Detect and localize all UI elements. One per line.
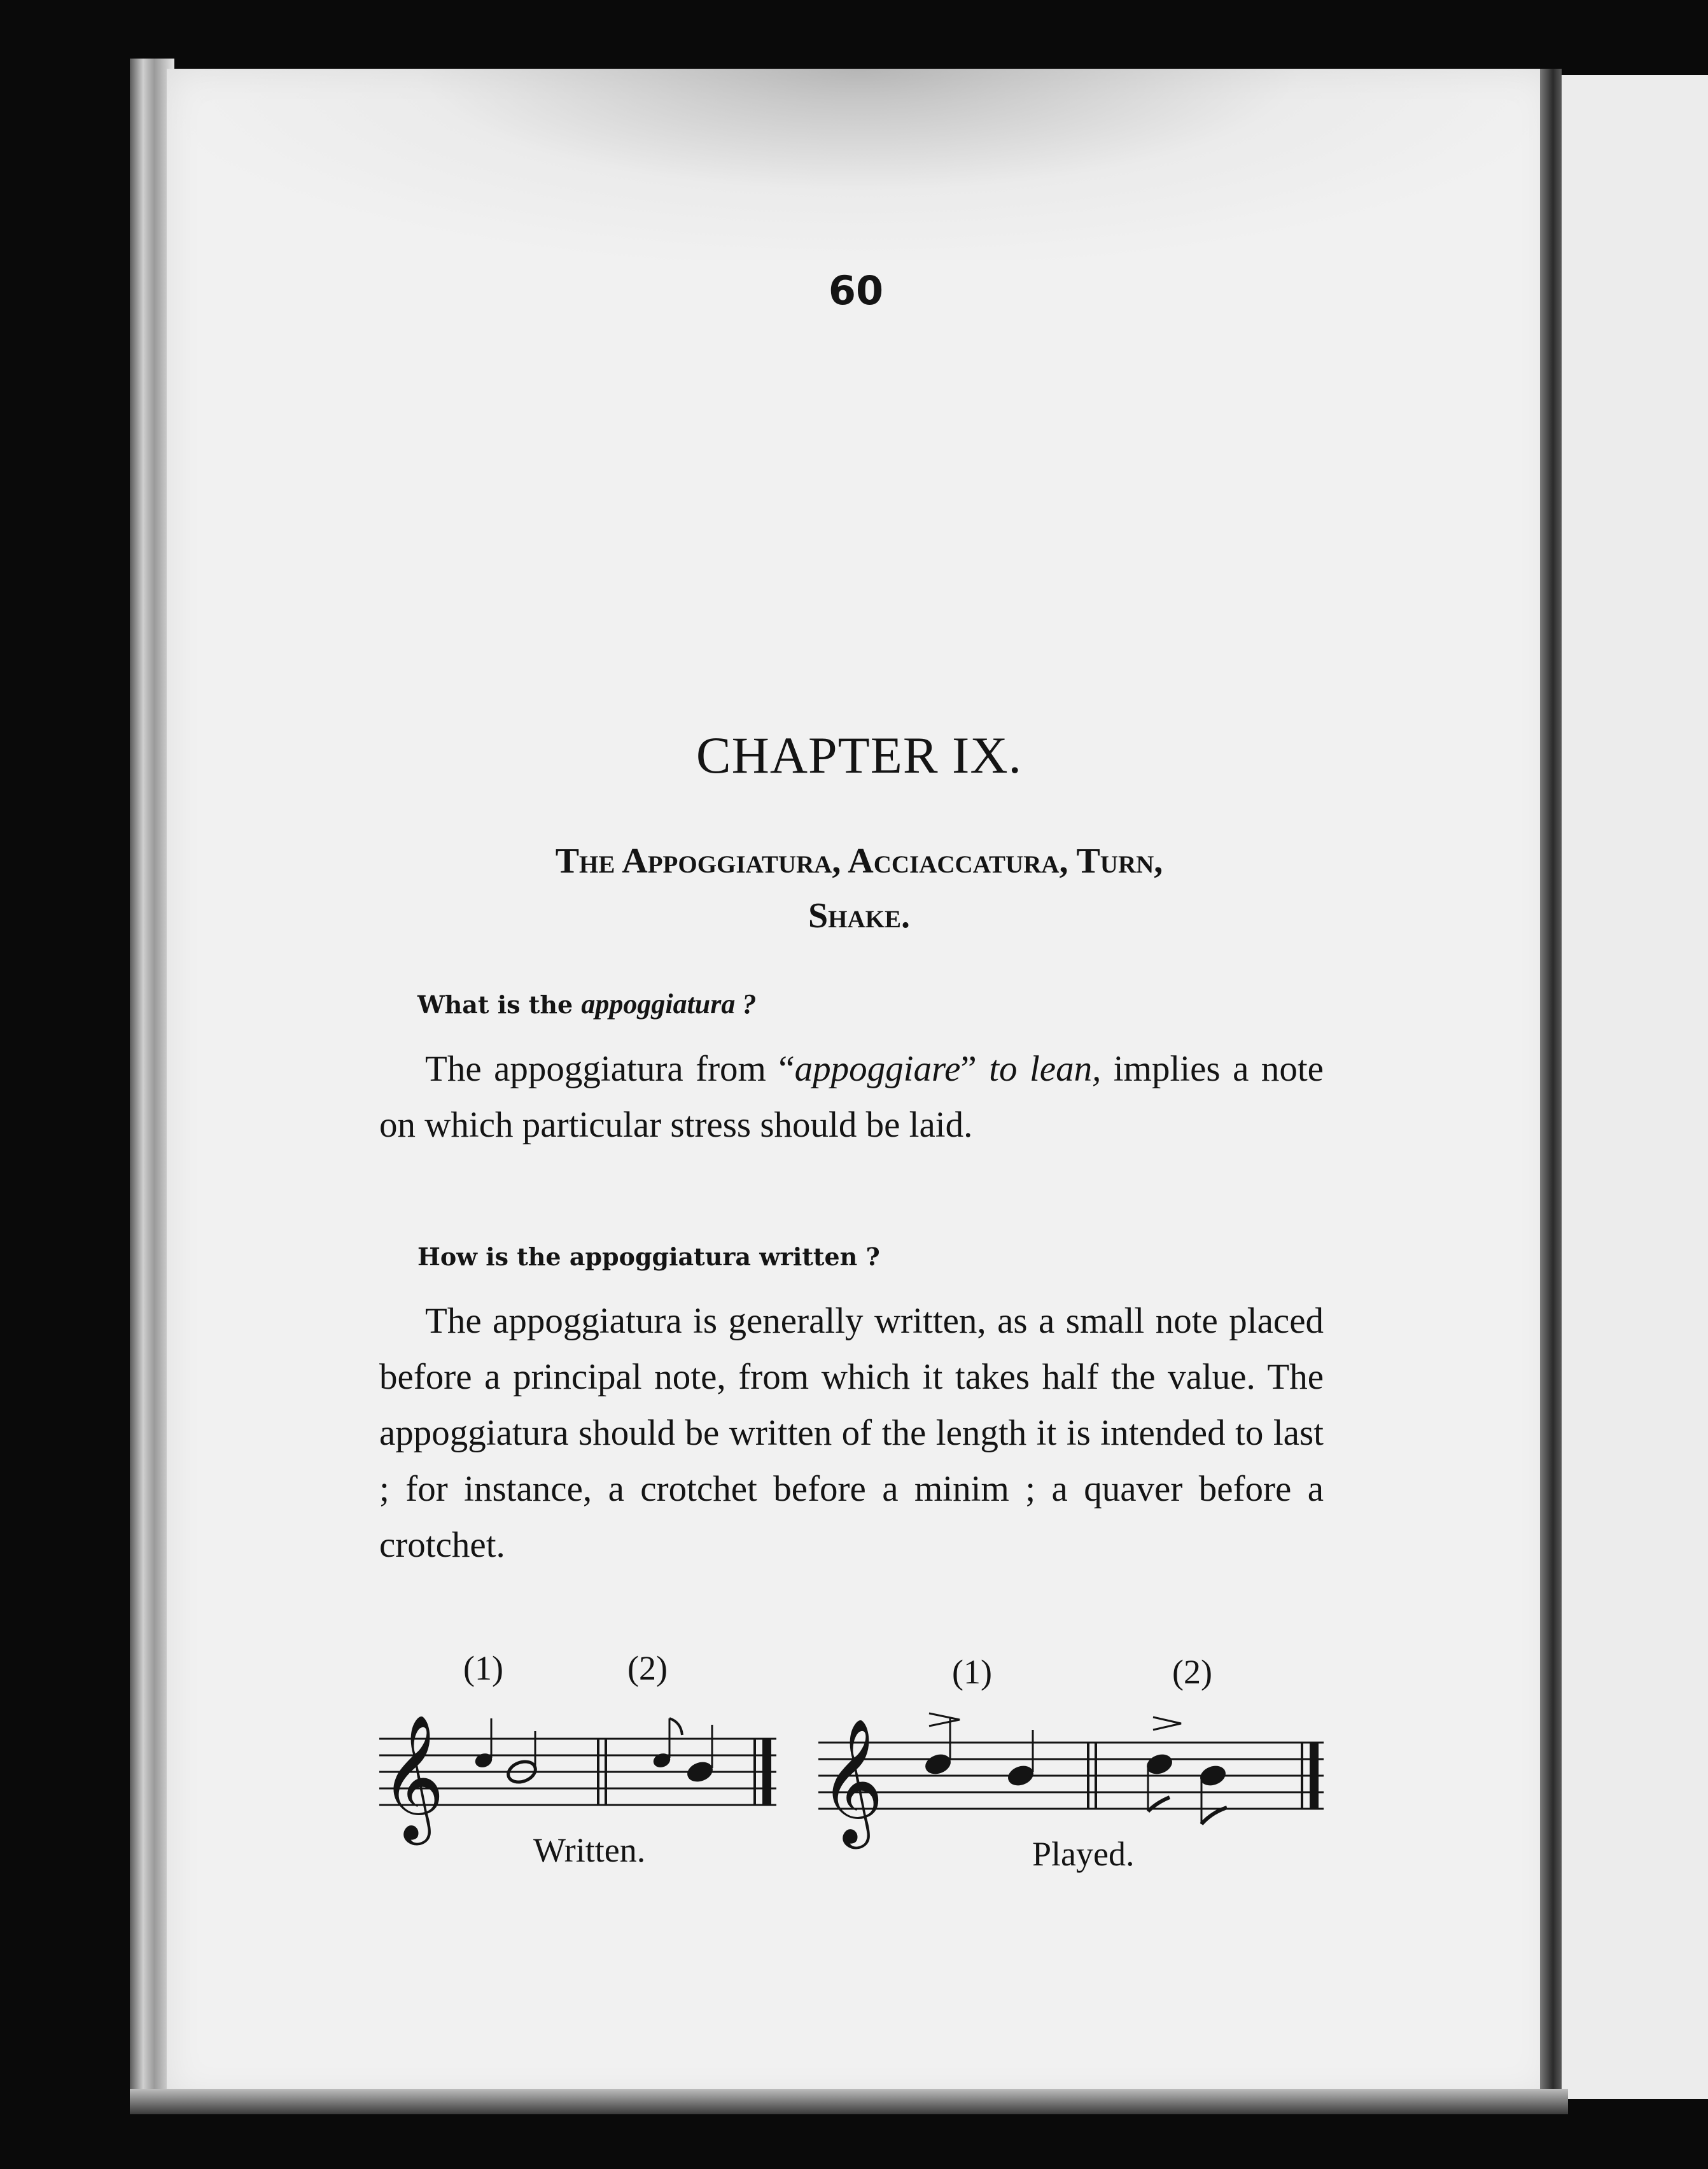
answer-1-quote-close: ”: [960, 1049, 990, 1089]
answer-1-text-1: The appoggiatura from: [425, 1049, 779, 1089]
played-caption: Played.: [1032, 1835, 1135, 1873]
played-label-1: (1): [952, 1653, 992, 1691]
chapter-subtitle-line-1: The Appoggiatura, Acciaccatura, Turn,: [555, 841, 1163, 881]
chapter-title: CHAPTER IX.: [696, 726, 1023, 784]
answer-1-meaning: to lean,: [989, 1049, 1102, 1089]
staff-written: [379, 1716, 776, 1845]
treble-clef-icon: 𝄞: [820, 1722, 884, 1841]
question-2: How is the appoggiatura written ?: [417, 1242, 880, 1271]
question-1-term: appoggiatura: [581, 988, 736, 1020]
page-number: 60: [828, 267, 884, 314]
staff-played: [818, 1713, 1324, 1849]
accent-icon: [1153, 1717, 1181, 1730]
answer-1-quote-open: “: [778, 1049, 795, 1089]
written-caption: Written.: [533, 1831, 646, 1869]
question-1-prefix: What is the: [417, 990, 582, 1019]
played-label-2: (2): [1172, 1653, 1212, 1691]
written-label-1: (1): [463, 1649, 503, 1687]
question-1-suffix: ?: [735, 988, 757, 1020]
answer-2: The appoggiatura is generally written, as a small note placed before a principal note, from which it takes half the value. The appoggiatura should be written of the length it is intended to last ; for instance, a crotchet before a minim ; a quaver before a crotchet.: [379, 1301, 1324, 1565]
chapter-subtitle-line-2: Shake.: [808, 896, 910, 936]
written-label-2: (2): [627, 1649, 668, 1687]
answer-1-text-2: implies a note on which particular stress should be laid.: [379, 1049, 1324, 1145]
treble-clef-icon: 𝄞: [381, 1718, 445, 1837]
answer-1-term: appoggiare: [794, 1049, 961, 1089]
accent-icon: [929, 1713, 960, 1726]
